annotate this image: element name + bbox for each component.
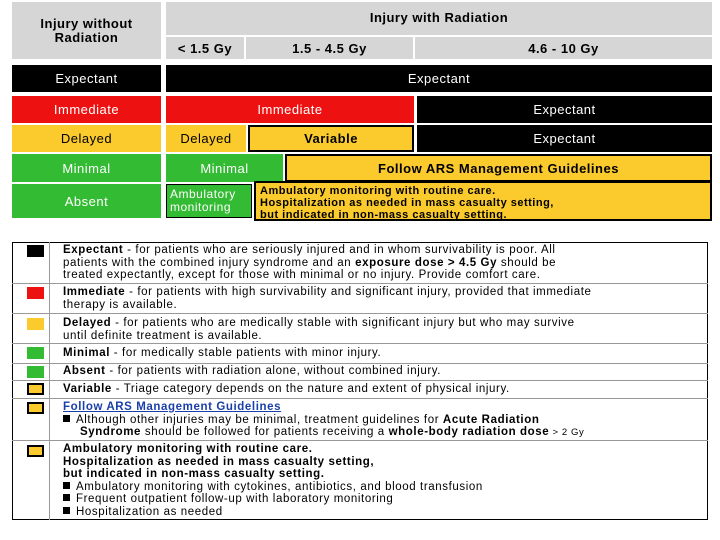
legend-emphasis: Acute Radiation xyxy=(442,413,540,426)
legend-text: - for patients with radiation alone, without combined injury. xyxy=(105,365,442,377)
row-delayed-label: Delayed xyxy=(12,125,161,152)
row-absent-label: Absent xyxy=(12,184,161,218)
swatch-absent xyxy=(27,366,44,378)
legend-text: > 2 Gy xyxy=(549,427,585,438)
legend-absent-term: Absent xyxy=(63,365,106,377)
row-delayed-variable: Variable xyxy=(248,125,414,152)
legend-variable xyxy=(63,383,703,396)
swatch-variable xyxy=(27,383,44,395)
legend-text: until definite treatment is available. xyxy=(63,329,263,342)
row-minimal-low-dose: Minimal xyxy=(166,154,283,182)
row-minimal-ars-guidelines: Follow ARS Management Guidelines xyxy=(285,154,712,182)
dose-range-low: < 1.5 Gy xyxy=(166,37,244,59)
bullet-icon xyxy=(63,415,70,422)
legend-row-line xyxy=(12,343,708,344)
legend-text: patients with the combined injury syndrome and an xyxy=(63,256,356,269)
legend-text: treated expectantly, except for those with minimal or no injury. Provide comfort care. xyxy=(63,269,541,281)
swatch-immediate xyxy=(27,287,44,299)
row-immediate-high-dose: Expectant xyxy=(417,96,712,123)
bullet-icon xyxy=(63,494,70,501)
note-line: Hospitalization as needed in mass casualty setting, xyxy=(260,197,554,209)
row-expectant-with-radiation: Expectant xyxy=(166,65,712,92)
dose-range-mid: 1.5 - 4.5 Gy xyxy=(246,37,413,59)
legend-text: - for patients with high survivability and significant injury, provided that immediate xyxy=(125,286,592,298)
legend-row-line xyxy=(12,283,708,284)
row-absent-ambulatory: Ambulatory monitoring xyxy=(166,184,252,218)
legend-text: should be xyxy=(497,256,557,269)
legend-ars-guidelines xyxy=(63,401,703,440)
swatch-delayed xyxy=(27,318,44,330)
swatch-expectant xyxy=(27,245,44,257)
note-line: Ambulatory monitoring with routine care. xyxy=(260,185,496,197)
legend-text: therapy is available. xyxy=(63,298,178,311)
row-minimal-label: Minimal xyxy=(12,154,161,182)
legend-immediate xyxy=(63,286,703,311)
legend-row-line xyxy=(12,440,708,441)
legend-absent xyxy=(63,365,703,378)
dose-range-high: 4.6 - 10 Gy xyxy=(415,37,712,59)
swatch-ambulatory xyxy=(27,445,44,457)
legend-delayed-term: Delayed xyxy=(63,317,112,329)
row-delayed-low-dose: Delayed xyxy=(166,125,246,152)
legend-text: - Triage category depends on the nature and extent of physical injury. xyxy=(111,383,510,395)
legend-ambulatory-line: Hospitalization as needed in mass casualty setting, xyxy=(63,455,375,468)
legend-delayed xyxy=(63,317,703,342)
legend-text: should be followed for patients receiving a xyxy=(141,426,389,438)
legend-row-line xyxy=(12,313,708,314)
row-absent-note xyxy=(254,181,712,221)
row-delayed-high-dose: Expectant xyxy=(417,125,712,152)
legend-bullet-text: Ambulatory monitoring with cytokines, antibiotics, and blood transfusion xyxy=(76,480,483,493)
legend-minimal xyxy=(63,347,703,360)
row-immediate-low-dose: Immediate xyxy=(166,96,414,123)
ars-guidelines-link[interactable]: Follow ARS Management Guidelines xyxy=(63,401,282,413)
legend-bullet-text: Frequent outpatient follow-up with laboratory monitoring xyxy=(76,493,394,505)
legend-emphasis: Syndrome xyxy=(80,426,142,438)
legend-immediate-term: Immediate xyxy=(63,286,126,298)
legend-bullet-text: Hospitalization as needed xyxy=(76,505,223,518)
header-injury-with-radiation: Injury with Radiation xyxy=(166,2,712,35)
legend-row-line xyxy=(12,363,708,364)
legend-row-line xyxy=(12,380,708,381)
legend-text: - for patients who are seriously injured and in whom survivability is poor. All xyxy=(123,244,556,256)
legend-variable-term: Variable xyxy=(63,383,112,395)
bullet-icon xyxy=(63,507,70,514)
legend-expectant xyxy=(63,244,703,282)
row-immediate-label: Immediate xyxy=(12,96,161,123)
legend-emphasis: exposure dose > 4.5 Gy xyxy=(355,256,498,269)
legend-text: Although other injuries may be minimal, treatment guidelines for xyxy=(76,413,443,426)
legend-minimal-term: Minimal xyxy=(63,347,111,359)
legend-ambulatory-line: but indicated in non-mass casualty setting. xyxy=(63,468,325,480)
row-expectant-label: Expectant xyxy=(12,65,161,92)
legend-text: - for patients who are medically stable with significant injury but who may survive xyxy=(111,317,575,329)
header-injury-without-radiation: Injury without Radiation xyxy=(12,2,161,59)
legend-text: - for medically stable patients with minor injury. xyxy=(110,347,382,359)
legend-expectant-term: Expectant xyxy=(63,244,124,256)
swatch-minimal xyxy=(27,347,44,359)
note-line: but indicated in non-mass casualty setting. xyxy=(260,209,508,221)
legend-emphasis: whole-body radiation dose xyxy=(388,426,550,438)
bullet-icon xyxy=(63,482,70,489)
legend-row-line xyxy=(12,398,708,399)
swatch-ars-guidelines xyxy=(27,402,44,414)
legend-ambulatory xyxy=(63,443,703,518)
legend-ambulatory-line: Ambulatory monitoring with routine care. xyxy=(63,443,313,455)
